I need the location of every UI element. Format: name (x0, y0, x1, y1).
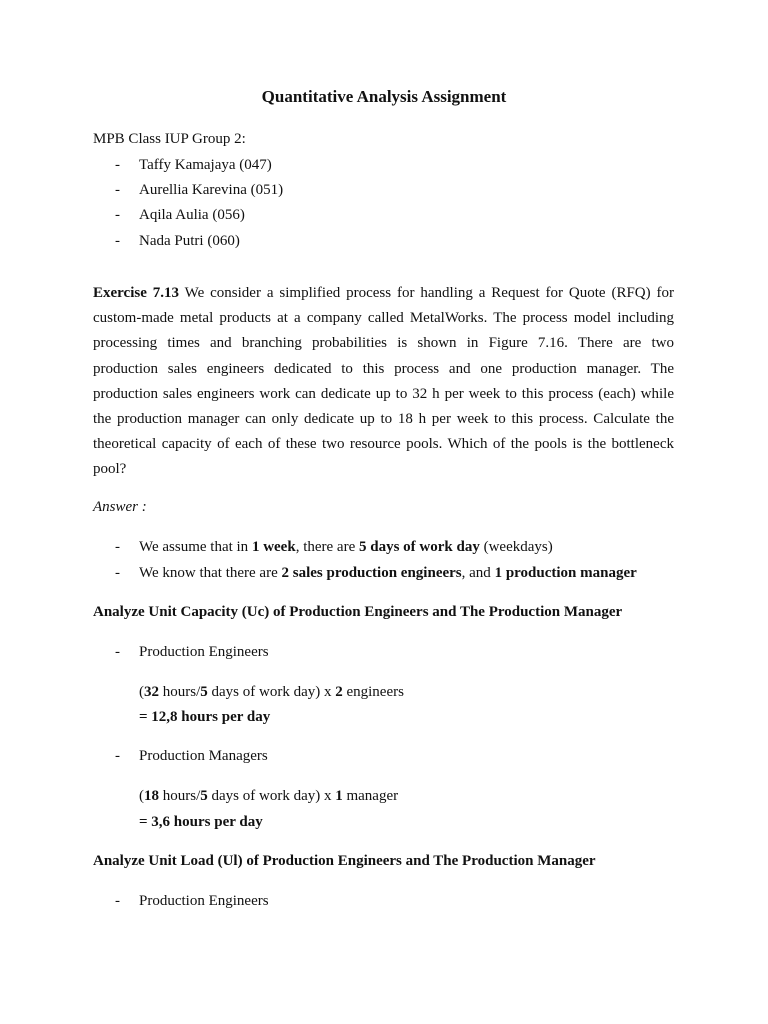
member-item: Aurellia Karevina (051) (139, 182, 284, 198)
member-item: Nada Putri (060) (139, 233, 240, 249)
exercise-line: production sales engineers dedicated to this process and one production manager. The (93, 360, 674, 377)
exercise-paragraph (93, 281, 674, 483)
exercise-line: custom-made metal products at a company called MetalWorks. The process model including (93, 310, 674, 327)
assumption-week: We assume that in 1 week, there are 5 days of work day (weekdays) (139, 539, 553, 555)
exercise-label: Exercise 7.13 (93, 285, 180, 301)
assumption-bullet: - (115, 565, 120, 581)
heading-unit-capacity: Analyze Unit Capacity (Uc) of Production Engineers and The Production Manager (93, 604, 623, 620)
exercise-line: production sales engineers work can dedicate up to 32 h per week to this process (each) while (93, 385, 674, 402)
member-item: Aqila Aulia (056) (139, 207, 245, 223)
member-item: Taffy Kamajaya (047) (139, 157, 272, 173)
exercise-line: pool? (93, 461, 127, 478)
uc-engineers-result: = 12,8 hours per day (139, 709, 271, 725)
group-label: MPB Class IUP Group 2: (93, 131, 246, 147)
exercise-line: theoretical capacity of each of these two resource pools. Which of the pools is the bottleneck (93, 436, 674, 453)
exercise-line: processing times and branching probabilities is shown in Figure 7.16. There are two (93, 335, 674, 352)
document-title: Quantitative Analysis Assignment (261, 87, 507, 106)
uc-engineers-label: Production Engineers (139, 644, 269, 660)
uc-managers-result: = 3,6 hours per day (139, 814, 263, 830)
assumption-bullet: - (115, 539, 120, 555)
ul-bullet: - (115, 893, 120, 909)
uc-managers-formula: (18 hours/5 days of work day) x 1 manager (139, 788, 399, 804)
assumption-staff: We know that there are 2 sales production engineers, and 1 production manager (139, 565, 637, 581)
ul-engineers-label: Production Engineers (139, 893, 269, 909)
member-bullet: - (115, 233, 120, 249)
exercise-line: Exercise 7.13 We consider a simplified process for handling a Request for Quote (RFQ) for (93, 285, 674, 301)
uc-bullet: - (115, 748, 120, 764)
heading-unit-load: Analyze Unit Load (Ul) of Production Engineers and The Production Manager (93, 853, 596, 869)
uc-engineers-formula: (32 hours/5 days of work day) x 2 engineers (139, 684, 404, 700)
member-bullet: - (115, 157, 120, 173)
answer-label: Answer : (93, 499, 147, 515)
exercise-line: the production manager can only dedicate up to 18 h per week to this process. Calculate the (93, 410, 674, 427)
member-bullet: - (115, 207, 120, 223)
member-bullet: - (115, 182, 120, 198)
uc-bullet: - (115, 644, 120, 660)
uc-managers-label: Production Managers (139, 748, 268, 764)
